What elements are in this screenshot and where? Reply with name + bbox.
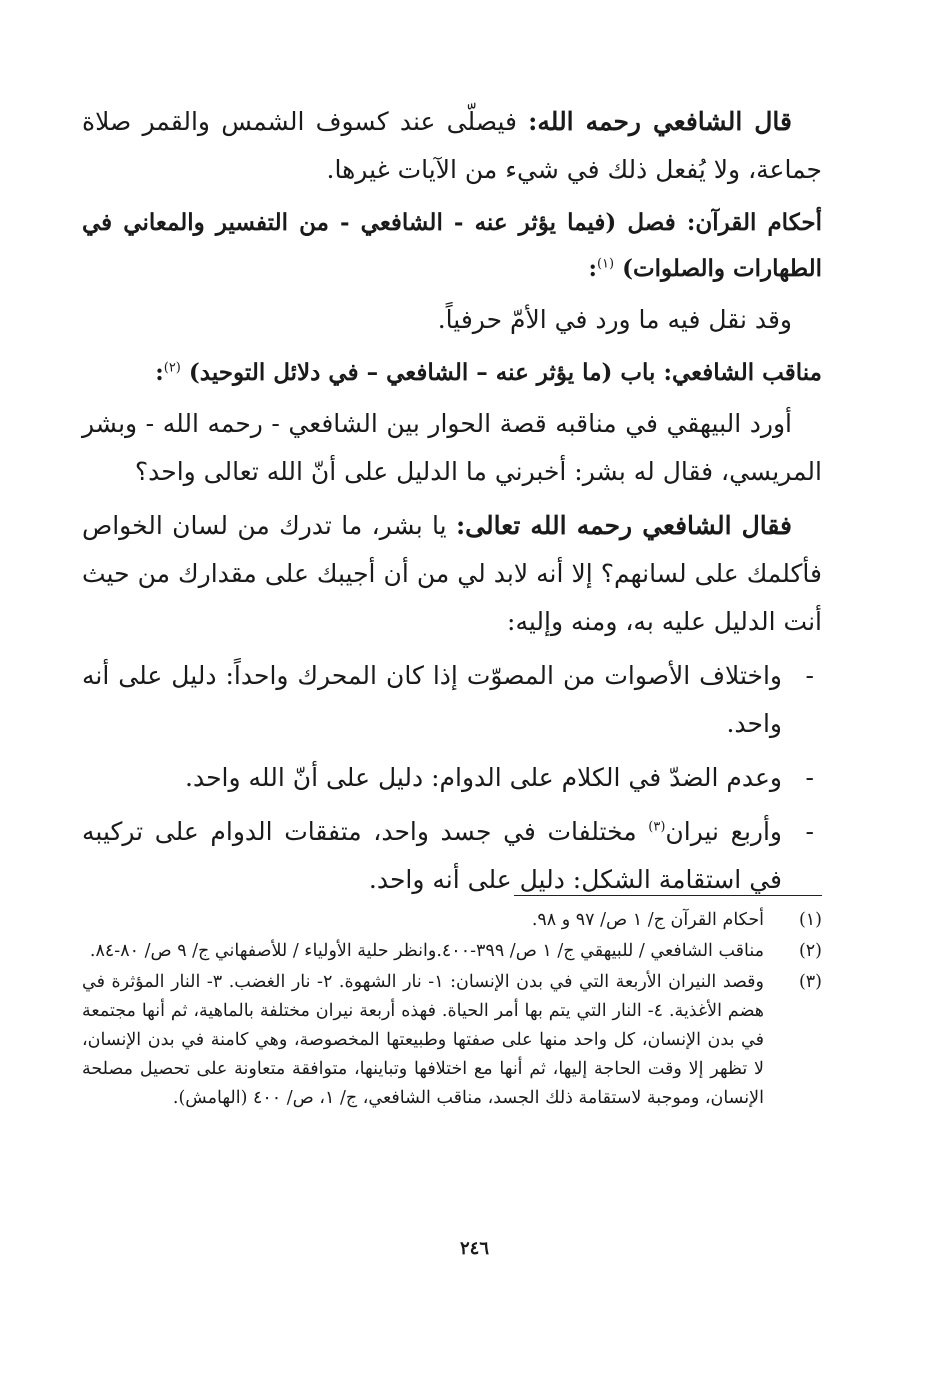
speaker-label: فقال الشافعي رحمه الله تعالى: xyxy=(455,511,792,540)
heading-text: مناقب الشافعي: باب (ما يؤثر عنه – الشافعي – في دلائل التوحيد) xyxy=(188,359,822,386)
footnote-text: مناقب الشافعي / للبيهقي ج/ ١ ص/ ٣٩٩-٤٠٠.وانظر حلية الأولياء / للأصفهاني ج/ ٩ ص/ ٨٠-٨٤. xyxy=(89,941,764,961)
page-number: ٢٤٦ xyxy=(459,1238,489,1259)
list-item xyxy=(82,652,822,748)
footnote-number: (٣) xyxy=(798,972,822,992)
footnote-ref[interactable]: (٣) xyxy=(648,819,666,835)
heading-colon: : xyxy=(588,255,597,282)
paragraph-eclipse-prayer xyxy=(82,98,822,194)
list-item-text: واختلاف الأصوات من المصوّت إذا كان المحرك واحداً: دليل على أنه واحد. xyxy=(82,661,782,738)
heading-colon: : xyxy=(155,359,164,386)
footnote-text: أحكام القرآن ج/ ١ ص/ ٩٧ و ٩٨. xyxy=(531,910,764,930)
bullet-dash: - xyxy=(805,763,814,792)
footnote-ref[interactable]: (١) xyxy=(596,256,615,272)
footnote-number: (٢) xyxy=(798,941,822,961)
footnote-item xyxy=(82,906,822,935)
footnote-item xyxy=(82,968,822,1113)
list-item-text: وأربع نيران xyxy=(665,817,782,846)
paragraph-dialogue: أورد البيهقي في مناقبه قصة الحوار بين الشافعي - رحمه الله - وبشر المريسي، فقال له بشر: أخبرني ما الدليل على أنّ الله تعالى واحد؟ xyxy=(82,409,822,486)
list-item xyxy=(82,754,822,802)
paragraph-text: يا بشر، ما تدرك من لسان الخواص فأكلمك على لسانهم؟ إلا أنه لابد لي من أن أجيبك على مقدارك من حيث أنت الدليل عليه به، ومنه وإليه: xyxy=(82,511,822,636)
paragraph-text: فيصلّى عند كسوف الشمس والقمر صلاة جماعة، ولا يُفعل ذلك في شيء من الآيات غيرها. xyxy=(82,107,822,184)
footnote-text: وقصد النيران الأربعة التي في بدن الإنسان: ١- نار الشهوة. ٢- نار الغضب. ٣- النار المؤثرة في هضم الأغذية. ٤- النار التي يتم بها أمر الحياة. فهذه أربعة نيران مختلفة بالماهية، ثم أنها مجتمعة في بدن الإنسان، كل واحد منها على صفتها وطبيعتها المخصوصة، وهي كامنة في بدن الإنسان، لا تظهر إلا وقت الحاجة إليها، ثم أنها مع اختلافها وتباينها، متوافقة متعاونة على تحصيل مصلحة الإنسان، وموجبة لاستقامة ذلك الجسد، مناقب الشافعي، ج/ ١، ص/ ٤٠٠ (الهامش). xyxy=(82,972,765,1108)
main-text xyxy=(82,98,822,910)
bullet-dash: - xyxy=(805,661,814,690)
footnote-divider xyxy=(514,895,822,896)
list-item-text: مختلفات في جسد واحد، متفقات الدوام على تركيبه في استقامة الشكل: دليل على أنه واحد. xyxy=(82,817,782,894)
list-item-text: وعدم الضدّ في الكلام على الدوام: دليل على أنّ الله واحد. xyxy=(185,763,782,792)
section-heading-manaqib xyxy=(82,350,822,396)
footnotes xyxy=(82,906,822,1115)
footnote-number: (١) xyxy=(798,910,822,930)
footnote-ref[interactable]: (٢) xyxy=(163,360,181,376)
paragraph-answer xyxy=(82,502,822,646)
heading-text: أحكام القرآن: فصل (فيما يؤثر عنه - الشافعي - من التفسير والمعاني في الطهارات والصلوات) xyxy=(82,209,822,282)
speaker-label: قال الشافعي رحمه الله: xyxy=(528,107,792,136)
bullet-dash: - xyxy=(805,817,814,846)
section-heading-ahkam xyxy=(82,200,822,292)
footnote-item xyxy=(82,937,822,966)
paragraph-transmission: وقد نقل فيه ما ورد في الأمّ حرفياً. xyxy=(437,305,792,334)
list-item xyxy=(82,808,822,904)
